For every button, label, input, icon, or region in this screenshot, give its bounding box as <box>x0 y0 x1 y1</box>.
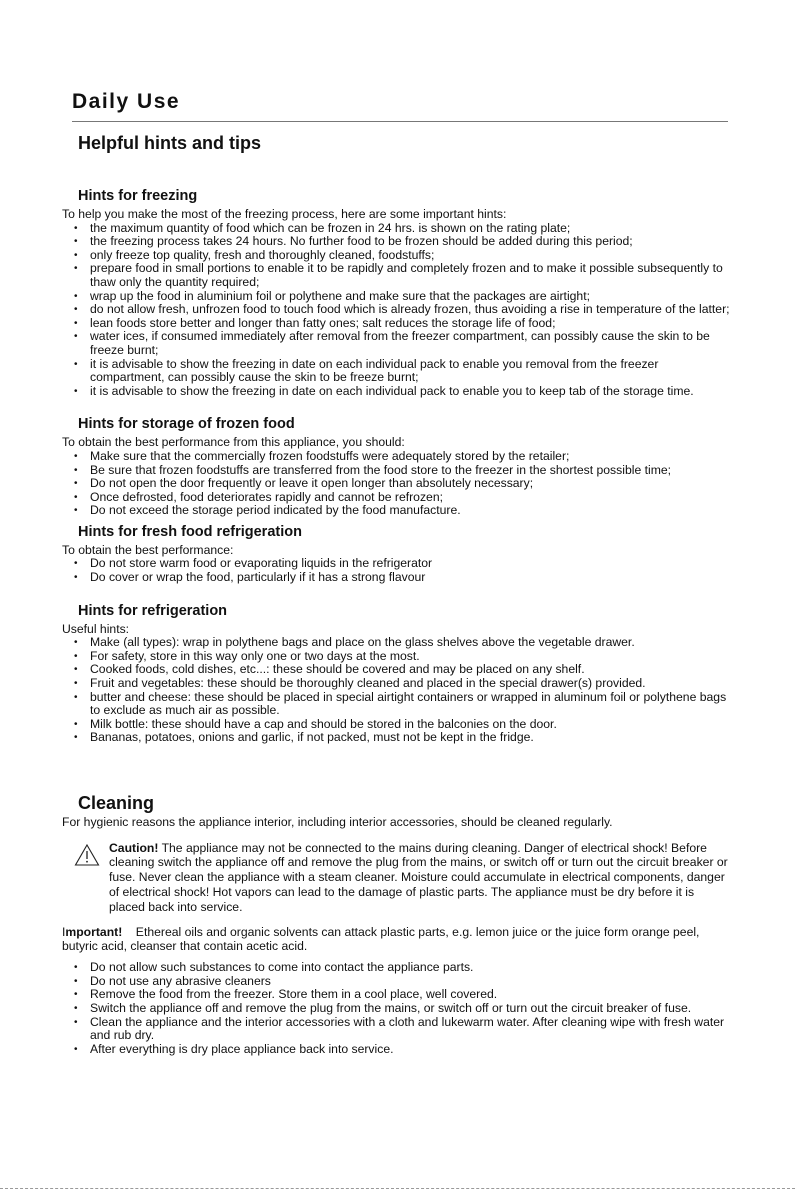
freezing-intro: To help you make the most of the freezing process, here are some important hints: <box>62 207 507 221</box>
list-item: • Do not open the door frequently or leave it open longer than absolutely necessary; <box>62 477 732 491</box>
list-item: • it is advisable to show the freezing in date on each individual pack to enable you to keep tab of the storage time. <box>62 385 732 399</box>
warning-triangle-icon <box>74 843 100 867</box>
page-bottom-edge <box>0 1188 795 1189</box>
list-item: • Do cover or wrap the food, particularly if it has a strong flavour <box>62 571 732 585</box>
list-item: • Be sure that frozen foodstuffs are transferred from the food store to the freezer in the shortest possible time; <box>62 464 732 478</box>
list-item: • Remove the food from the freezer. Store them in a cool place, well covered. <box>62 988 732 1002</box>
frozen-storage-intro: To obtain the best performance from this appliance, you should: <box>62 435 405 450</box>
fresh-food-intro: To obtain the best performance: <box>62 542 234 557</box>
list-item: • do not allow fresh, unfrozen food to touch food which is already frozen, thus avoiding a rise in temperature of the latter; <box>62 303 732 317</box>
list-item: • Clean the appliance and the interior accessories with a cloth and lukewarm water. After cleaning wipe with fresh water and rub dry. <box>62 1016 732 1043</box>
cleaning-list <box>62 961 732 1056</box>
caution-text: The appliance may not be connected to the mains during cleaning. Danger of electrical shock! Before cleaning switch the appliance off and remove the plug from the mains, or switch off or turn out the circuit breaker or fuse. Never clean the appliance with a steam cleaner. Moisture could accumulate in electrical components, danger of electrical shock! Hot vapors can lead to the damage of plastic parts. The appliance must be dry before it is placed back into service. <box>109 840 728 914</box>
list-item: • Once defrosted, food deteriorates rapidly and cannot be refrozen; <box>62 491 732 505</box>
page-title: Daily Use <box>72 90 181 113</box>
freezing-heading: Hints for freezing <box>78 188 198 204</box>
list-item: • Bananas, potatoes, onions and garlic, if not packed, must not be kept in the fridge. <box>62 731 732 745</box>
list-item: • lean foods store better and longer than fatty ones; salt reduces the storage life of food; <box>62 317 732 331</box>
list-item: • it is advisable to show the freezing in date on each individual pack to enable you removal from the freezer compartment, can possibly cause the skin to be freeze burnt; <box>62 358 732 385</box>
cleaning-intro: For hygienic reasons the appliance interior, including interior accessories, should be cleaned regularly. <box>62 815 613 829</box>
content <box>62 130 732 1056</box>
list-item: • butter and cheese: these should be placed in special airtight containers or wrapped in aluminum foil or polythene bags to exclude as much air as possible. <box>62 691 732 718</box>
list-item: • water ices, if consumed immediately after removal from the freezer compartment, can possibly cause the skin to be freeze burnt; <box>62 330 732 357</box>
list-item: • wrap up the food in aluminium foil or polythene and make sure that the packages are airtight; <box>62 290 732 304</box>
cleaning-section <box>62 791 732 1056</box>
list-item: • Make sure that the commercially frozen foodstuffs were adequately stored by the retailer; <box>62 450 732 464</box>
list-item: • prepare food in small portions to enable it to be rapidly and completely frozen and to make it possible subsequently to thaw only the quantity required; <box>62 262 732 289</box>
list-item: • For safety, store in this way only one or two days at the most. <box>62 650 732 664</box>
refrigeration-section <box>62 602 732 745</box>
title-divider <box>72 121 728 122</box>
list-item: • Do not allow such substances to come into contact the appliance parts. <box>62 961 732 975</box>
frozen-storage-heading: Hints for storage of frozen food <box>78 416 295 433</box>
freezing-section <box>62 187 732 398</box>
list-item: • Cooked foods, cold dishes, etc...: these should be covered and may be placed on any shelf. <box>62 663 732 677</box>
caution-label: Caution! <box>109 840 159 855</box>
list-item: • After everything is dry place appliance back into service. <box>62 1043 732 1057</box>
list-item: • the freezing process takes 24 hours. No further food to be frozen should be added during this period; <box>62 235 732 249</box>
fresh-food-section <box>62 523 732 585</box>
fresh-food-list <box>62 557 732 584</box>
list-item: • the maximum quantity of food which can be frozen in 24 hrs. is shown on the rating plate; <box>62 222 732 236</box>
frozen-storage-list <box>62 450 732 518</box>
list-item: • Do not store warm food or evaporating liquids in the refrigerator <box>62 557 732 571</box>
cleaning-heading: Cleaning <box>78 793 155 813</box>
important-label-initial: I <box>62 924 66 939</box>
list-item: • only freeze top quality, fresh and thoroughly cleaned, foodstuffs; <box>62 249 732 263</box>
list-item: • Fruit and vegetables: these should be thoroughly cleaned and placed in the special drawer(s) provided. <box>62 677 732 691</box>
list-item: • Do not exceed the storage period indicated by the food manufacture. <box>62 504 732 518</box>
list-item: • Make (all types): wrap in polythene bags and place on the glass shelves above the vegetable drawer. <box>62 636 732 650</box>
freezing-list <box>62 222 732 399</box>
section-heading: Helpful hints and tips <box>78 133 261 153</box>
list-item: • Milk bottle: these should have a cap and should be stored in the balconies on the door. <box>62 718 732 732</box>
important-label: mportant! <box>65 924 123 939</box>
important-text: Ethereal oils and organic solvents can attack plastic parts, e.g. lemon juice or the juice form orange peel, butyric acid, cleanser that contain acetic acid. <box>62 924 703 954</box>
fresh-food-heading: Hints for fresh food refrigeration <box>78 523 302 540</box>
refrigeration-list <box>62 636 732 745</box>
refrigeration-heading: Hints for refrigeration <box>78 602 228 619</box>
important-note <box>62 925 732 955</box>
refrigeration-intro: Useful hints: <box>62 621 130 636</box>
list-item: • Switch the appliance off and remove the plug from the mains, or switch off or turn out the circuit breaker of fuse. <box>62 1002 732 1016</box>
frozen-storage-section <box>62 415 732 518</box>
list-item: • Do not use any abrasive cleaners <box>62 975 732 989</box>
caution-note <box>62 841 732 915</box>
